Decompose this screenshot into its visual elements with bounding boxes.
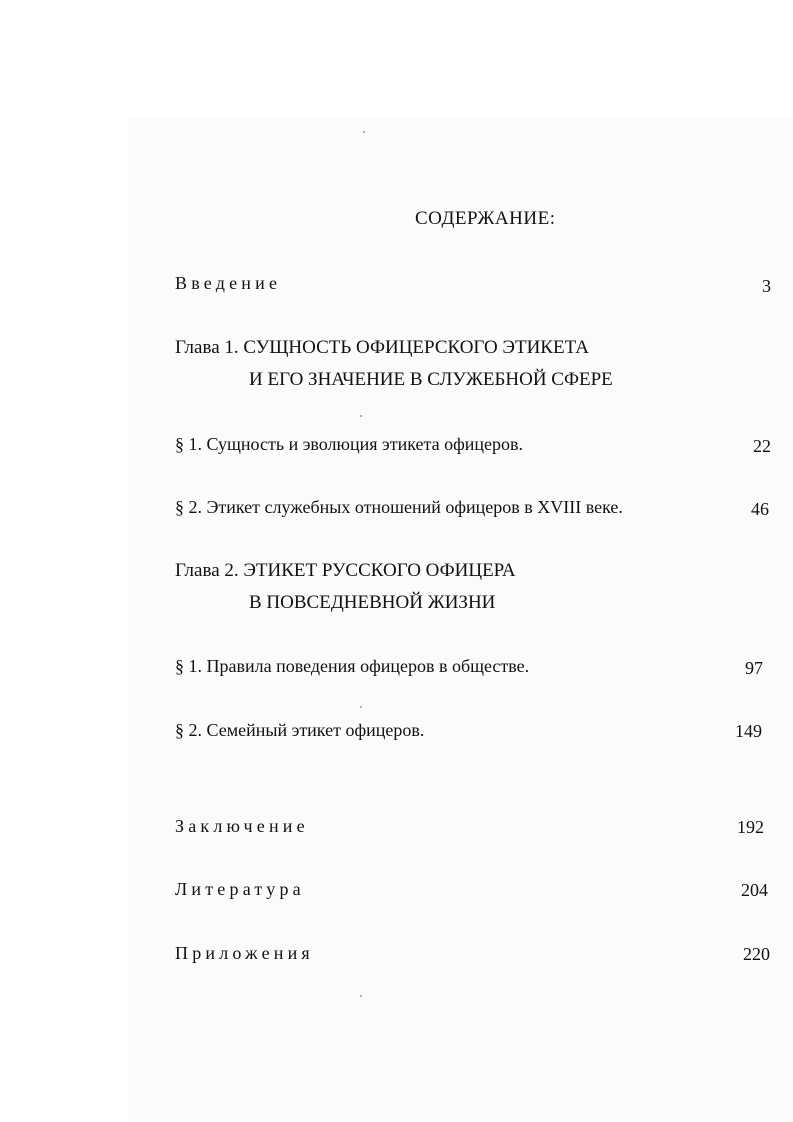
scan-speck bbox=[360, 706, 362, 708]
chapter1-section1-page: 22 bbox=[753, 436, 771, 456]
scan-background bbox=[128, 118, 793, 1122]
toc-appendices-page: 220 bbox=[743, 944, 770, 964]
chapter1-section2-page: 46 bbox=[751, 499, 769, 519]
toc-literature-page: 204 bbox=[741, 880, 768, 900]
chapter1-section2-label: § 2. Этикет служебных отношений офицеров в XVIII веке. bbox=[175, 497, 623, 517]
chapter2-title-line2: В ПОВСЕДНЕВНОЙ ЖИЗНИ bbox=[249, 592, 496, 613]
toc-heading: СОДЕРЖАНИЕ: bbox=[415, 208, 556, 229]
chapter2-section1-page: 97 bbox=[745, 658, 763, 678]
toc-intro-page: 3 bbox=[762, 276, 771, 296]
chapter2-title-line1: Глава 2. ЭТИКЕТ РУССКОГО ОФИЦЕРА bbox=[175, 560, 516, 581]
chapter1-section1-label: § 1. Сущность и эволюция этикета офицеров. bbox=[175, 434, 524, 454]
chapter2-section2-page: 149 bbox=[735, 721, 762, 741]
toc-appendices-label: Приложения bbox=[175, 943, 314, 963]
toc-conclusion-page: 192 bbox=[737, 817, 764, 837]
toc-intro-label: Введение bbox=[175, 273, 282, 293]
chapter2-section1-label: § 1. Правила поведения офицеров в обществе. bbox=[175, 656, 530, 676]
chapter1-title-line2: И ЕГО ЗНАЧЕНИЕ В СЛУЖЕБНОЙ СФЕРЕ bbox=[249, 369, 613, 390]
toc-conclusion-label: Заключение bbox=[175, 816, 309, 836]
chapter2-section2-label: § 2. Семейный этикет офицеров. bbox=[175, 720, 425, 740]
scan-speck bbox=[360, 415, 362, 417]
toc-literature-label: Литература bbox=[175, 879, 305, 899]
chapter1-title-line1: Глава 1. СУЩНОСТЬ ОФИЦЕРСКОГО ЭТИКЕТА bbox=[175, 337, 589, 358]
scan-speck bbox=[360, 995, 362, 997]
scan-speck bbox=[363, 131, 365, 133]
